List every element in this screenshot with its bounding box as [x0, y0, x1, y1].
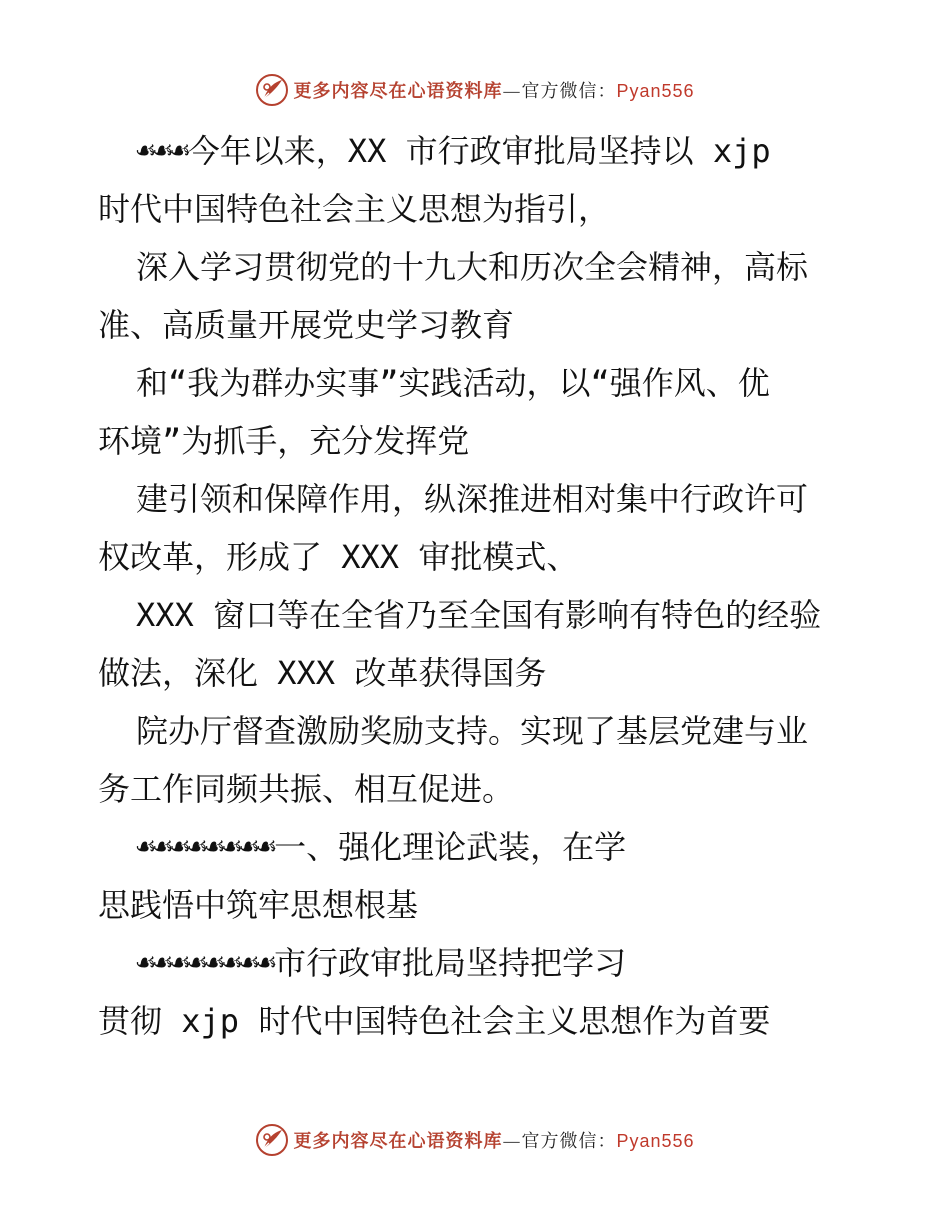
ornament-icon: ☙☙☙ — [136, 132, 188, 170]
text-line — [98, 238, 858, 296]
paragraph-2 — [98, 238, 858, 354]
text-line — [98, 528, 858, 586]
line-text: 一、强化理论武装，在学 — [274, 828, 627, 866]
line-text: 环境”为抓手，充分发挥党 — [98, 422, 470, 460]
text-line — [98, 354, 858, 412]
text-line — [98, 876, 858, 934]
paragraph-5 — [98, 586, 858, 702]
header-dash: — — [502, 81, 522, 102]
text-line — [98, 412, 858, 470]
footer-banner — [0, 1120, 950, 1160]
text-line — [98, 934, 858, 992]
text-line — [98, 180, 858, 238]
text-line — [98, 818, 858, 876]
paragraph-4 — [98, 470, 858, 586]
paragraph-7-heading — [98, 818, 858, 934]
text-line — [98, 644, 858, 702]
header-site-name: 更多内容尽在心语资料库 — [293, 81, 503, 102]
text-line — [98, 992, 858, 1050]
header-banner — [0, 70, 950, 110]
line-text: 准、高质量开展党史学习教育 — [98, 306, 515, 344]
line-text: 思践悟中筑牢思想根基 — [98, 886, 419, 924]
quill-logo-icon — [255, 73, 289, 107]
line-text: XXX 窗口等在全省乃至全国有影响有特色的经验 — [136, 596, 822, 634]
line-text: 时代中国特色社会主义思想为指引， — [98, 190, 611, 228]
footer-wechat-id: Pyan556 — [616, 1131, 695, 1151]
line-text: 务工作同频共振、相互促进。 — [98, 770, 515, 808]
ornament-icon: ☙☙☙☙☙☙☙☙ — [136, 828, 275, 866]
line-text: 贯彻 xjp 时代中国特色社会主义思想作为首要 — [98, 1002, 771, 1040]
line-text: 院办厅督查激励奖励支持。实现了基层党建与业 — [136, 712, 809, 750]
header-wechat-label: 官方微信： — [521, 81, 617, 102]
line-text: 市行政审批局坚持把学习 — [274, 944, 627, 982]
footer-banner-text — [293, 1127, 694, 1153]
line-text: 今年以来，XX 市行政审批局坚持以 xjp — [187, 132, 771, 170]
line-text: 建引领和保障作用，纵深推进相对集中行政许可 — [136, 480, 809, 518]
text-line — [98, 760, 858, 818]
text-line — [98, 122, 858, 180]
line-text: 做法，深化 XXX 改革获得国务 — [98, 654, 547, 692]
paragraph-8 — [98, 934, 858, 1050]
paragraph-3 — [98, 354, 858, 470]
ornament-icon: ☙☙☙☙☙☙☙☙ — [136, 944, 275, 982]
line-text: 和“我为群办实事”实践活动，以“强作风、优 — [136, 364, 770, 402]
document-body — [98, 122, 858, 1050]
text-line — [98, 586, 858, 644]
quill-logo-icon — [255, 1123, 289, 1157]
paragraph-1 — [98, 122, 858, 238]
footer-dash: — — [502, 1131, 522, 1152]
text-line — [98, 470, 858, 528]
line-text: 深入学习贯彻党的十九大和历次全会精神，高标 — [136, 248, 809, 286]
line-text: 权改革，形成了 XXX 审批模式、 — [98, 538, 579, 576]
paragraph-6 — [98, 702, 858, 818]
footer-wechat-label: 官方微信： — [521, 1131, 617, 1152]
text-line — [98, 296, 858, 354]
text-line — [98, 702, 858, 760]
header-wechat-id: Pyan556 — [616, 81, 695, 101]
footer-site-name: 更多内容尽在心语资料库 — [293, 1131, 503, 1152]
header-banner-text — [293, 77, 694, 103]
